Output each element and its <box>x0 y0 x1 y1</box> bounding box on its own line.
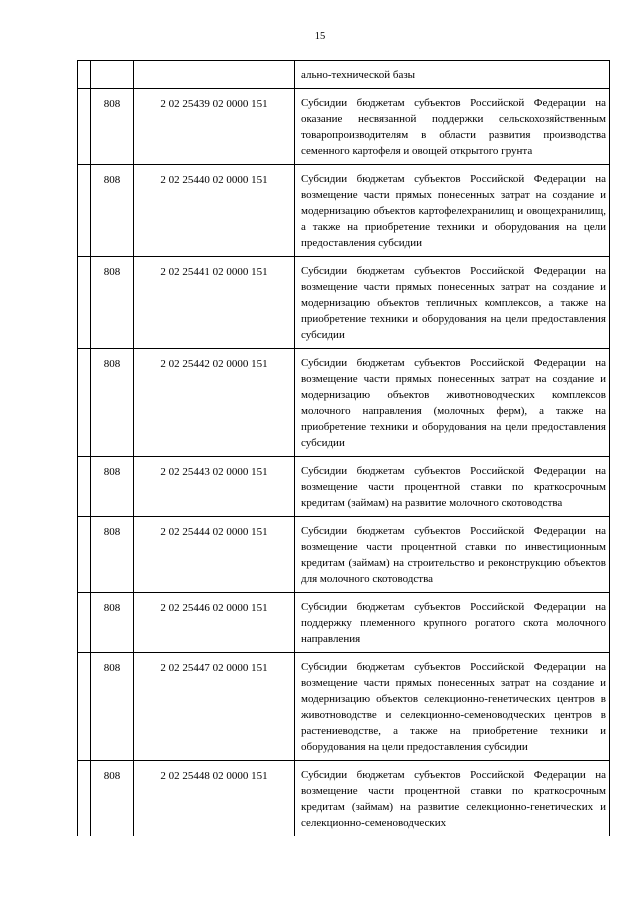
revenue-code-cell: 2 02 25448 02 0000 151 <box>134 761 295 837</box>
table-row <box>78 593 610 653</box>
revenue-code-cell: 2 02 25442 02 0000 151 <box>134 349 295 457</box>
description-cell: Субсидии бюджетам субъектов Российской Федерации на возмещение части прямых понесенных затрат на создание и модернизацию объектов селекционно-генетических центров в животноводстве и селекционно-семеноводческих центров в растениеводстве, а также на приобретение техники и оборудования на цели предоставления субсидии <box>295 653 610 761</box>
description-cell: Субсидии бюджетам субъектов Российской Федерации на оказание несвязанной поддержки сельскохозяйственным товаропроизводителям в области развития производства семенного картофеля и овощей открытого грунта <box>295 89 610 165</box>
description-cell: ально-технической базы <box>295 61 610 89</box>
revenue-code-cell: 2 02 25444 02 0000 151 <box>134 517 295 593</box>
table-row <box>78 517 610 593</box>
admin-code-cell: 808 <box>91 593 134 653</box>
admin-code-cell: 808 <box>91 349 134 457</box>
description-cell: Субсидии бюджетам субъектов Российской Федерации на возмещение части процентной ставки по краткосрочным кредитам (займам) на развитие молочного скотоводства <box>295 457 610 517</box>
table-row <box>78 89 610 165</box>
table-row <box>78 457 610 517</box>
revenue-code-cell: 2 02 25439 02 0000 151 <box>134 89 295 165</box>
table-row <box>78 257 610 349</box>
revenue-code-cell: 2 02 25447 02 0000 151 <box>134 653 295 761</box>
empty-cell <box>78 61 91 89</box>
admin-code-cell: 808 <box>91 257 134 349</box>
empty-cell <box>78 653 91 761</box>
page-number: 15 <box>314 31 326 42</box>
table-row <box>78 761 610 837</box>
description-cell: Субсидии бюджетам субъектов Российской Федерации на возмещение части прямых понесенных затрат на создание и модернизацию объектов картофелехранилищ и овощехранилищ, а также на приобретение техники и оборудования на цели предоставления субсидии <box>295 165 610 257</box>
revenue-code-cell: 2 02 25440 02 0000 151 <box>134 165 295 257</box>
revenue-code-cell: 2 02 25446 02 0000 151 <box>134 593 295 653</box>
revenue-code-cell: 2 02 25441 02 0000 151 <box>134 257 295 349</box>
admin-code-cell: 808 <box>91 457 134 517</box>
table-row <box>78 165 610 257</box>
description-cell: Субсидии бюджетам субъектов Российской Федерации на возмещение части процентной ставки по инвестиционным кредитам (займам) на строительство и реконструкцию объектов для молочного скотоводства <box>295 517 610 593</box>
table-row <box>78 61 610 89</box>
budget-code-table <box>77 60 610 836</box>
empty-cell <box>78 257 91 349</box>
table-row <box>78 653 610 761</box>
description-cell: Субсидии бюджетам субъектов Российской Федерации на поддержку племенного крупного рогатого скота молочного направления <box>295 593 610 653</box>
table-row <box>78 349 610 457</box>
empty-cell <box>78 517 91 593</box>
admin-code-cell: 808 <box>91 653 134 761</box>
description-cell: Субсидии бюджетам субъектов Российской Федерации на возмещение части прямых понесенных затрат на создание и модернизацию объектов тепличных комплексов, а также на приобретение техники и оборудования на цели предоставления субсидии <box>295 257 610 349</box>
admin-code-cell: 808 <box>91 89 134 165</box>
empty-cell <box>78 349 91 457</box>
admin-code-cell: 808 <box>91 165 134 257</box>
empty-cell <box>78 593 91 653</box>
revenue-code-cell: 2 02 25443 02 0000 151 <box>134 457 295 517</box>
revenue-code-cell <box>134 61 295 89</box>
description-cell: Субсидии бюджетам субъектов Российской Федерации на возмещение части прямых понесенных затрат на создание и модернизацию объектов животноводческих комплексов молочного направления (молочных ферм), а также на приобретение техники и оборудования на цели предоставления субсидии <box>295 349 610 457</box>
empty-cell <box>78 89 91 165</box>
empty-cell <box>78 761 91 837</box>
description-cell: Субсидии бюджетам субъектов Российской Федерации на возмещение части процентной ставки по краткосрочным кредитам (займам) на развитие селекционно-генетических и селекционно-семеноводческих <box>295 761 610 837</box>
admin-code-cell <box>91 61 134 89</box>
admin-code-cell: 808 <box>91 517 134 593</box>
empty-cell <box>78 457 91 517</box>
empty-cell <box>78 165 91 257</box>
admin-code-cell: 808 <box>91 761 134 837</box>
